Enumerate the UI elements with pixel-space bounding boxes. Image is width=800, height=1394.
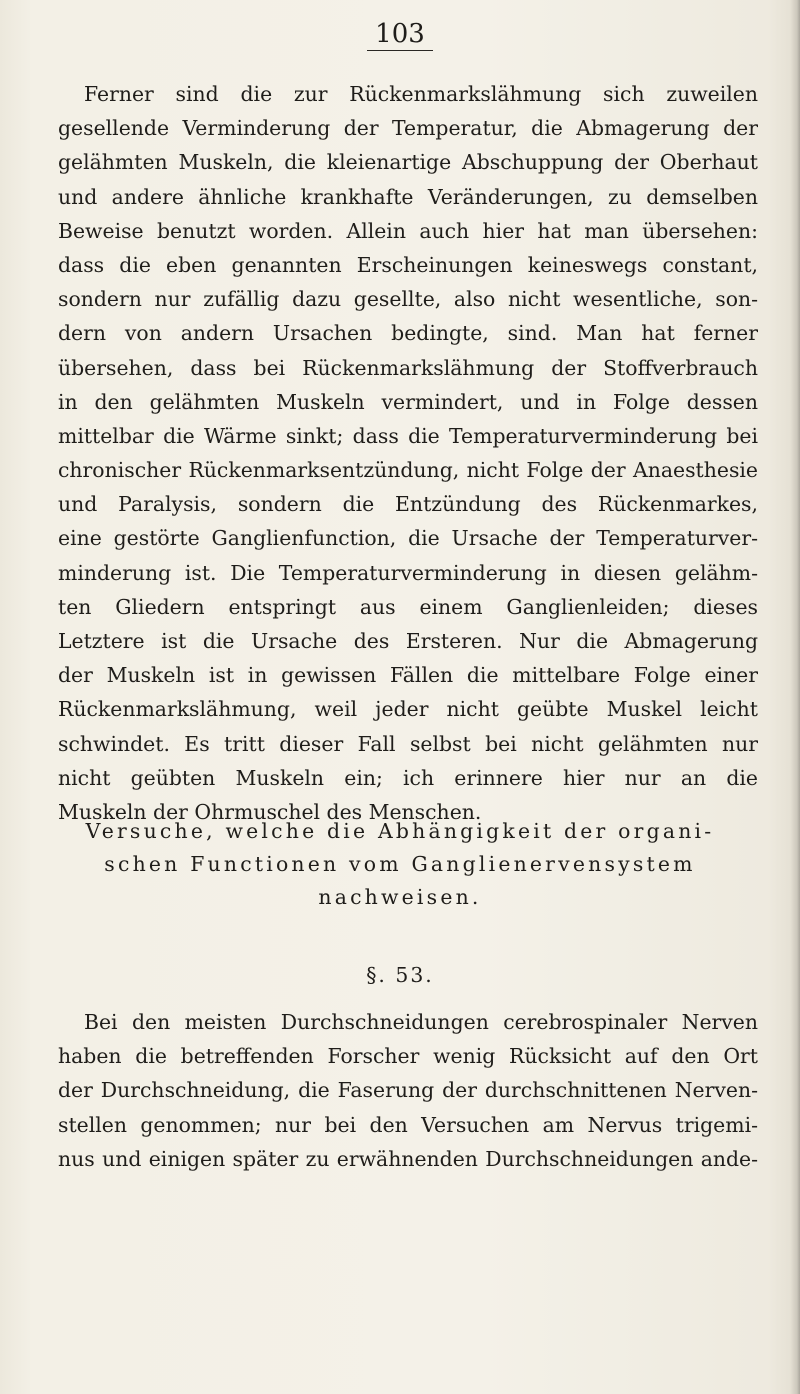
text-line: der Durchschneidung, die Faserung der durchschnittenen Nerven- xyxy=(58,1078,758,1103)
text-line: dass die eben genannten Erscheinungen keineswegs constant, xyxy=(58,252,758,277)
text-line: haben die betreffenden Forscher wenig Rücksicht auf den Ort xyxy=(58,1044,758,1069)
text-line: schwindet. Es tritt dieser Fall selbst bei nicht gelähmten nur xyxy=(58,731,758,756)
text-line: Letztere ist die Ursache des Ersteren. Nur die Abmagerung xyxy=(58,629,758,653)
text-line: nus und einigen später zu erwähnenden Durchschneidungen ande- xyxy=(58,1146,758,1171)
text-line: eine gestörte Ganglienfunction, die Ursache der Temperaturver- xyxy=(58,526,758,551)
text-line: chronischer Rückenmarksentzündung, nicht Folge der Anaesthesie xyxy=(58,458,758,483)
text-line: Muskeln der Ohrmuschel des Menschen. xyxy=(58,799,482,824)
text-line: nicht geübten Muskeln ein; ich erinnere hier nur an die xyxy=(58,765,758,790)
text-line: gelähmten Muskeln, die kleienartige Abschuppung der Oberhaut xyxy=(58,150,758,175)
heading-line: Versuche, welche die Abhängigkeit der organi- xyxy=(85,819,715,843)
heading-line: schen Functionen vom Ganglienervensystem xyxy=(104,852,696,876)
text-line: der Muskeln ist in gewissen Fällen die mittelbare Folge einer xyxy=(58,663,758,688)
text-line: Bei den meisten Durchschneidungen cerebrospinaler Nerven xyxy=(84,1010,758,1034)
paragraph-2 xyxy=(58,1005,758,1176)
text-line: mittelbar die Wärme sinkt; dass die Temperaturverminderung bei xyxy=(58,423,758,448)
text-line: Beweise benutzt worden. Allein auch hier hat man übersehen: xyxy=(58,218,758,243)
text-line: sondern nur zufällig dazu gesellte, also nicht wesentliche, son- xyxy=(58,287,758,312)
text-line: Ferner sind die zur Rückenmarkslähmung sich zuweilen xyxy=(84,82,758,106)
text-line: und andere ähnliche krankhafte Veränderungen, zu demselben xyxy=(58,184,758,209)
text-line: in den gelähmten Muskeln vermindert, und in Folge dessen xyxy=(58,389,758,414)
paragraph-1 xyxy=(58,77,758,829)
text-line: übersehen, dass bei Rückenmarkslähmung der Stoffverbrauch xyxy=(58,355,758,380)
text-line: gesellende Verminderung der Temperatur, die Abmagerung der xyxy=(58,116,758,141)
text-line: stellen genommen; nur bei den Versuchen am Nervus trigemi- xyxy=(58,1112,758,1137)
section-heading xyxy=(0,815,800,914)
text-line: und Paralysis, sondern die Entzündung des Rückenmarkes, xyxy=(58,492,758,517)
section-number: §. 53. xyxy=(366,963,434,987)
text-line: minderung ist. Die Temperaturverminderung in diesen gelähm- xyxy=(58,560,758,585)
text-line: ten Gliedern entspringt aus einem Ganglienleiden; dieses xyxy=(58,594,758,619)
text-line: dern von andern Ursachen bedingte, sind. Man hat ferner xyxy=(58,321,758,346)
heading-line: nachweisen. xyxy=(318,885,482,909)
text-line: Rückenmarkslähmung, weil jeder nicht geübte Muskel leicht xyxy=(58,697,758,722)
page-edge-shadow xyxy=(790,0,800,1394)
page-number: 103 xyxy=(0,18,800,50)
